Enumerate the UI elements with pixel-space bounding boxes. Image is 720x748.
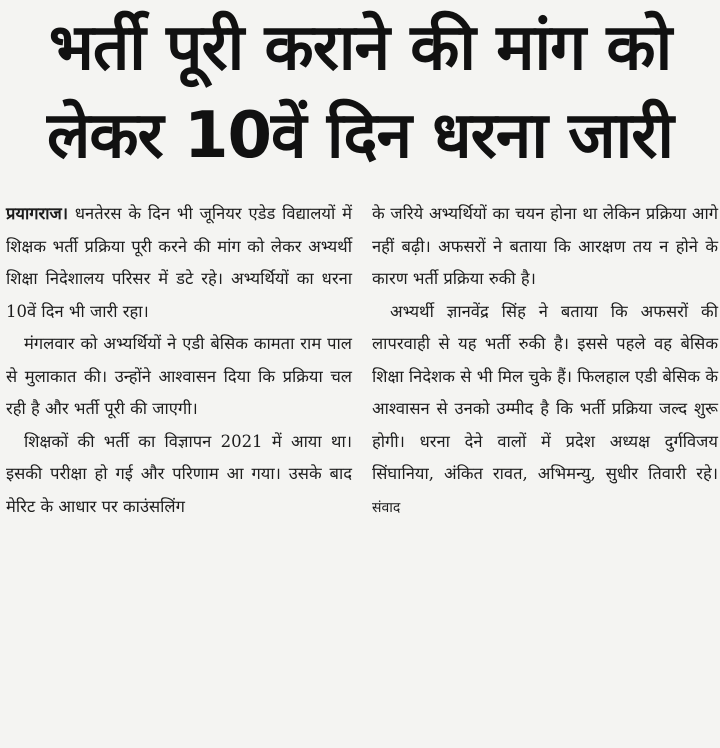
paragraph-3-part-b: के जरिये अभ्यर्थियों का चयन होना था लेकिन प्रक्रिया आगे नहीं बढ़ी। अफसरों ने बताया कि आरक्षण तय न होने के कारण भर्ती प्रक्रिया रुकी है।: [372, 204, 718, 288]
paragraph-4: [372, 296, 718, 525]
byline: संवाद: [372, 499, 401, 516]
headline: [0, 0, 720, 180]
column-left: [6, 198, 352, 746]
dateline: प्रयागराज।: [6, 204, 69, 223]
paragraph-3-part-a: शिक्षकों की भर्ती का विज्ञापन 2021 में आया था। इसकी परीक्षा हो गई और परिणाम आ गया। उसके बाद मेरिट के आधार पर काउंसलिंग: [6, 431, 352, 516]
headline-line-1: भर्ती पूरी कराने की मांग को: [48, 11, 672, 85]
column-right: [372, 198, 718, 746]
headline-line-2: लेकर 10वें दिन धरना जारी: [46, 99, 674, 173]
article-body: [6, 198, 718, 746]
paragraph-1: [6, 198, 352, 328]
paragraph-2: मंगलवार को अभ्यर्थियों ने एडी बेसिक कामता राम पाल से मुलाकात की। उन्होंने आश्वासन दिया कि प्रक्रिया चल रही है और भर्ती पूरी की जाएगी।: [6, 334, 352, 418]
paragraph-4-text: अभ्यर्थी ज्ञानवेंद्र सिंह ने बताया कि अफसरों की लापरवाही से यह भर्ती रुकी है। इससे पहले वह बेसिक शिक्षा निदेशक से भी मिल चुके हैं। फिलहाल एडी बेसिक के आश्वासन से उनको उम्मीद है कि भर्ती प्रक्रिया जल्द शुरू होगी। धरना देने वालों में प्रदेश अध्यक्ष दुर्गविजय सिंघानिया, अंकित रावत, अभिमन्यु, सुधीर तिवारी रहे।: [372, 301, 718, 483]
paragraph-1-text: धनतेरस के दिन भी जूनियर एडेड विद्यालयों में शिक्षक भर्ती प्रक्रिया पूरी करने की मांग को लेकर अभ्यर्थी शिक्षा निदेशालय परिसर में डटे रहे। अभ्यर्थियों का धरना 10वें दिन भी जारी रहा।: [6, 204, 352, 321]
